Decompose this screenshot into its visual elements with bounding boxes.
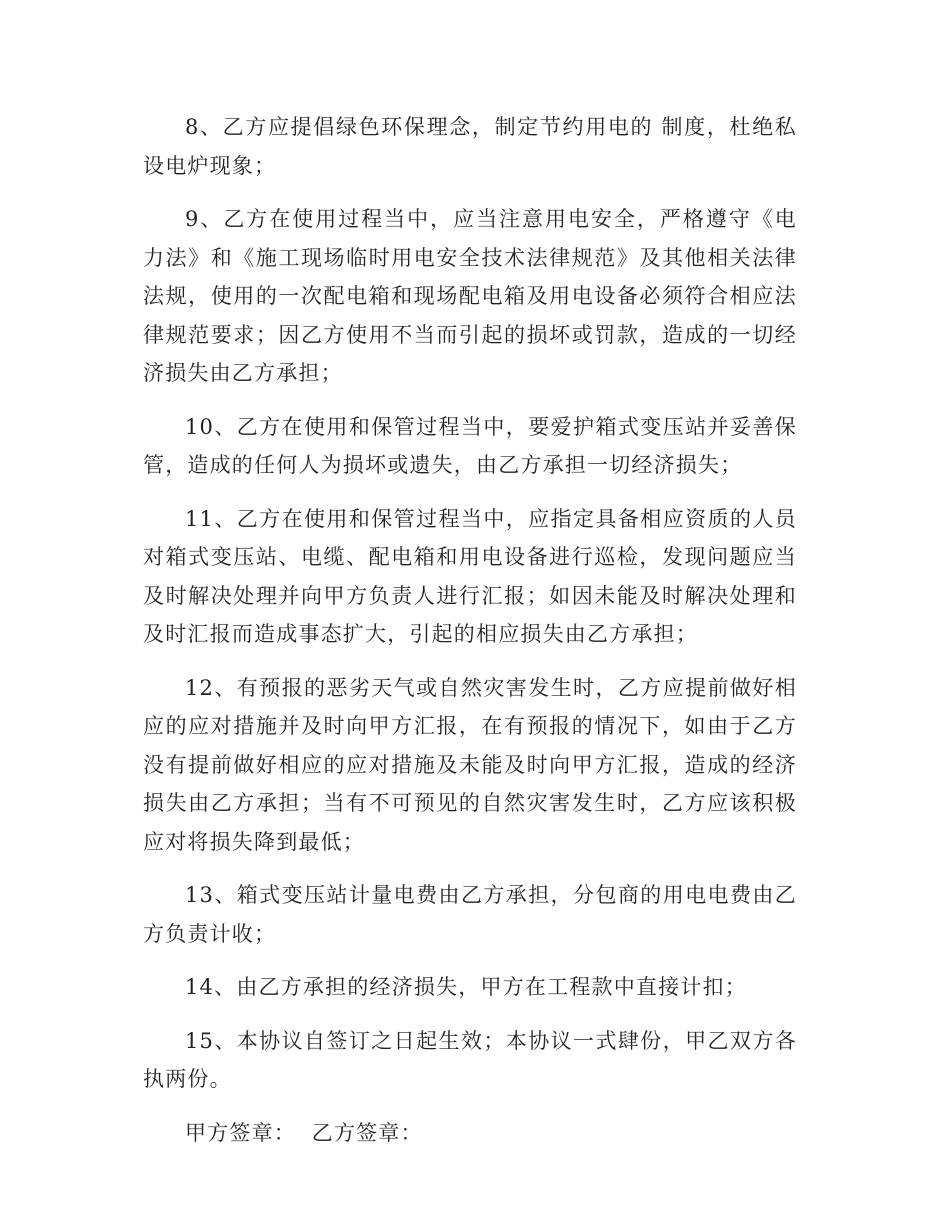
clause-13: 13、箱式变压站计量电费由乙方承担，分包商的用电电费由乙方负责计收； (143, 883, 797, 946)
clause-9: 9、乙方在使用过程当中，应当注意用电安全，严格遵守《电力法》和《施工现场临时用电安全技术法律规范》及其他相关法律法规，使用的一次配电箱和现场配电箱及用电设备必须符合相应法律规范要求；因乙方使用不当而引起的损坏或罚款，造成的一切经济损失由乙方承担； (143, 207, 797, 385)
clause-8: 8、乙方应提倡绿色环保理念，制定节约用电的 制度，杜绝私设电炉现象； (143, 115, 797, 178)
clause-10: 10、乙方在使用和保管过程当中，要爱护箱式变压站并妥善保管，造成的任何人为损坏或遗失，由乙方承担一切经济损失； (143, 414, 797, 477)
clause-15: 15、本协议自签订之日起生效；本协议一式肆份，甲乙双方各执两份。 (143, 1028, 797, 1091)
clause-14: 14、由乙方承担的经济损失，甲方在工程款中直接计扣； (185, 975, 747, 999)
clause-12: 12、有预报的恶劣天气或自然灾害发生时，乙方应提前做好相应的应对措施并及时向甲方汇报，在有预报的情况下，如由于乙方没有提前做好相应的应对措施及未能及时向甲方汇报，造成的经济损失由乙方承担；当有不可预见的自然灾害发生时，乙方应该积极应对将损失降到最低； (143, 675, 797, 854)
signature-line: 甲方签章： 乙方签章： (185, 1120, 423, 1145)
document-body (143, 108, 797, 1152)
clause-11: 11、乙方在使用和保管过程当中，应指定具备相应资质的人员对箱式变压站、电缆、配电箱和用电设备进行巡检，发现问题应当及时解决处理并向甲方负责人进行汇报；如因未能及时解决处理和及时汇报而造成事态扩大，引起的相应损失由乙方承担； (143, 506, 797, 646)
